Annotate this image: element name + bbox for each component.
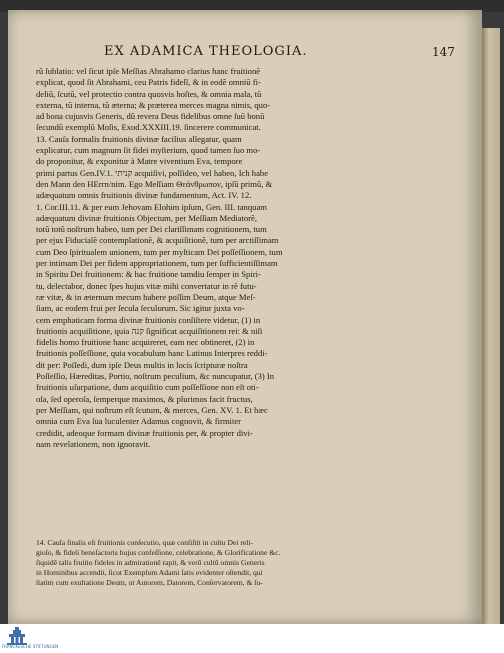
text-line: adæquatum omnis fruitionis divinæ fundamentum, Act. IV. 12. [36, 190, 252, 201]
logo-label: FRANCKESCHE STIFTUNGEN [2, 644, 59, 649]
footnote-line: ſtatim cum exultatione Deum, ut Autorem, Datorem, Conſervatorem, & ſu- [36, 578, 263, 587]
text-line: dit per: Poſſedi, dum ipſe Deus multis in locis ſcripturæ noſtra [36, 359, 248, 370]
text-line: ræ vitæ, & in æternum mecum habere poſſim Deum, atque Meſ- [36, 291, 256, 302]
text-line: fidelis homo fruitione hanc acquireret, eam nec obtineret, (2) in [36, 337, 255, 348]
text-line: omnia cum Eva ſua luculenter Adamus cognovit, & firmiter [36, 416, 242, 427]
text-line: ad bona cujusvis Generis, dũ revera Deus fidelibus omne ſuũ bonũ [36, 111, 265, 122]
running-head: EX ADAMICA THEOLOGIA. [104, 44, 308, 59]
text-line: per intimam Dei per fidem appropriationem, tum per ſufficientiſſimam [36, 258, 278, 269]
footnote-text [36, 538, 460, 588]
page-header [8, 44, 482, 62]
text-line: per ejus Fiducialẽ contemplationẽ, & acquiſitionẽ, tum per arctiſſimam [36, 235, 279, 246]
text-line: cem emphaticam forma divinæ fruitionis conſiſtere videtur, (1) in [36, 314, 261, 325]
footnote-line: gioſo, & fideli beneſactoris hujus confeſſione, celebratione, & Glorificatione &c. [36, 548, 281, 557]
text-line: nam revelationem, non ignoravit. [36, 438, 151, 449]
text-line: fruitionis uſurpatione, dum acquiſitio cum poſſeſſione non eſt oti- [36, 382, 259, 393]
text-line: cum Deo ſpiritualem unionem, tum per myſticam Dei poſſeſſionem, tum [36, 246, 283, 257]
text-line: ſiam, ac eodem frui per ſecula ſeculorum. Sic igitur juxta vo- [36, 303, 245, 314]
main-text [36, 66, 460, 450]
text-line: primi partus Gen.IV.1. קניתי acquiſivi, poſſideo, vel habeo, Ich habe [36, 167, 269, 178]
text-line: externa, tũ interna, tũ æterna; & præterea merces magna nimis, quo- [36, 99, 271, 110]
text-line: 13. Cauſa formalis fruitionis divinæ facilius allegatur, quam [36, 133, 242, 144]
footnote-line: ſiquidẽ talis fruitio fideles in admirationẽ rapit, & verũ cultũ omnis Generis [36, 558, 265, 567]
text-line: fruitionis poſſeſſione, quia vocabulum hanc Latinus Interpres reddi- [36, 348, 268, 359]
text-line: adæquatum divinæ fruitionis Objectum, per Meſſiam Mediatorẽ, [36, 212, 258, 223]
text-line: credidit, adeoque formam divinæ fruitionis per, & propter divi- [36, 427, 253, 438]
text-line: tu, delectabor, donec ſpes hujus vitæ mihi convertatur in rẽ futu- [36, 280, 257, 291]
text-line: rũ ſublatio: vel ſicut ipſe Meſſias Abrahamo clarius hanc fruitionẽ [36, 66, 261, 76]
text-line: oſa, ſed operoſa, ſemperque maximos, & plurimos facit fructus, [36, 393, 253, 404]
page-number: 147 [432, 45, 455, 59]
text-line: Poſſeſſio, Hæreditas, Portio, noſtrum peculium, &c nuncupatur, (3) In [36, 371, 275, 382]
book-page-edges [482, 28, 500, 624]
text-line: totũ totũ noſtrum habeo, tum per Dei clariſſimam cognitionem, tum [36, 224, 267, 235]
text-line: ſecundũ exemplũ Moſis, Exod.XXXIII.19. ſincerere communicat. [36, 122, 261, 133]
text-line: in Spiritu Dei fruitionem: & hac fruitione tamdiu ſemper in Spiri- [36, 269, 261, 280]
text-line: do proponitur, & exponitur à Matre viventium Eva, tempore [36, 156, 243, 167]
text-line: den Mann den HErrn/nim. Ego Meſſiam Θεάνθρωπον, ipſũ primũ, & [36, 178, 273, 189]
text-line: deliũ, ſcutũ, vel protectio contra quosvis hoſtes, & omnia mala, tũ [36, 88, 262, 99]
footnote-line: 14. Cauſa finalis eſt fruitionis conſecutio, quæ conſiſtit in cultu Dei reli- [36, 538, 254, 547]
footnote-line: in Hominibus accendit, ſicut Exemplum Adami ſatis evidenter oſtendit, qui [36, 568, 263, 577]
text-line: 1. Cor.III.11. & per eum Jehovam Elohim ipſum, Gen. III. tanquam [36, 201, 267, 212]
book-page [8, 10, 482, 624]
footer-bar [0, 624, 504, 653]
text-line: fruitionis acquiſitione, quia קנה ſignificat acquiſitionem rei: & niſi [36, 325, 263, 336]
text-line: per Meſſiam, qui noſtrum eſt ſcutum, & merces, Gen. XV. 1. Et hæc [36, 404, 268, 415]
text-line: explicatur, cum magnum ſit fidei myſterium, quod tamen ſuo mo- [36, 145, 261, 156]
text-line: explicat, quod ſit Abrahami, ceu Patris fidelĩ, & in eodẽ omniũ fi- [36, 77, 261, 88]
